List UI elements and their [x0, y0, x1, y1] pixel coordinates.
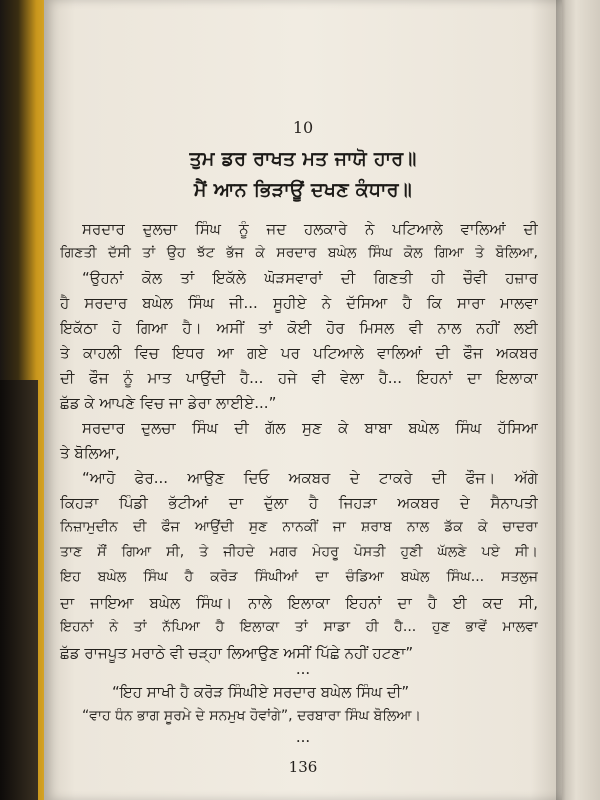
section-break-ellipsis: ...	[295, 660, 311, 678]
page-number: 136	[288, 758, 318, 776]
verse-line-2: ਮੈਂ ਆਨ ਭਿੜਾਊਂ ਦਖਣ ਕੰਧਾਰ॥	[194, 179, 412, 201]
paragraph-line: ਸਰਦਾਰ ਦੁਲਚਾ ਸਿੰਘ ਨੂੰ ਜਦ ਹਲਕਾਰੇ ਨੇ ਪਟਿਆਲੇ ਵਾਲਿਆਂ ਦੀ	[82, 220, 538, 238]
paragraph-line: ਇਹਨਾਂ ਨੇ ਤਾਂ ਨੱਪਿਆ ਹੈ ਇਲਾਕਾ ਤਾਂ ਸਾਡਾ ਹੀ ਹੈ... ਹੁਣ ਭਾਵੇਂ ਮਾਲਵਾ	[60, 619, 538, 635]
gutter-shadow	[556, 0, 566, 800]
chapter-number: 10	[292, 118, 314, 137]
paragraph-line: ਗਿਣਤੀ ਦੱਸੀ ਤਾਂ ਉਹ ਝੱਟ ਭੱਜ ਕੇ ਸਰਦਾਰ ਬਘੇਲ ਸਿੰਘ ਕੋਲ ਗਿਆ ਤੇ ਬੋਲਿਆ,	[60, 245, 538, 261]
paragraph-line: ਹੈ ਸਰਦਾਰ ਬਘੇਲ ਸਿੰਘ ਜੀ... ਸੂਹੀਏ ਨੇ ਦੱਸਿਆ ਹੈ ਕਿ ਸਾਰਾ ਮਾਲਵਾ	[60, 294, 538, 312]
paragraph-line: ਨਿਜ਼ਾਮੁਦੀਨ ਦੀ ਫੌਜ ਆਉਂਦੀ ਸੁਣ ਨਾਨਕੀਂ ਜਾ ਸ਼ਰਾਬ ਨਾਲ ਡੱਕ ਕੇ ਚਾਦਰਾ	[60, 519, 538, 535]
paragraph-line: ਇਕੱਠਾ ਹੋ ਗਿਆ ਹੈ। ਅਸੀਂ ਤਾਂ ਕੋਈ ਹੋਰ ਮਿਸਲ ਵੀ ਨਾਲ ਨਹੀਂ ਲਈ	[60, 319, 538, 337]
paragraph-line: ਕਿਹੜਾ ਪਿੰਡੀ ਭੱਟੀਆਂ ਦਾ ਦੁੱਲਾ ਹੈ ਜਿਹੜਾ ਅਕਬਰ ਦੇ ਸੈਨਾਪਤੀ	[60, 494, 538, 512]
paragraph-line: ਦਾ ਜਾਇਆ ਬਘੇਲ ਸਿੰਘ। ਨਾਲੇ ਇਲਾਕਾ ਇਹਨਾਂ ਦਾ ਹੈ ਈ ਕਦ ਸੀ,	[60, 594, 538, 612]
paragraph-line: ਤੇ ਕਾਹਲੀ ਵਿਚ ਇਧਰ ਆ ਗਏ ਪਰ ਪਟਿਆਲੇ ਵਾਲਿਆਂ ਦੀ ਫੌਜ ਅਕਬਰ	[60, 344, 538, 362]
paragraph-line: ਛੱਡ ਕੇ ਆਪਣੇ ਵਿਚ ਜਾ ਡੇਰਾ ਲਾਈਏ...”	[60, 394, 277, 412]
paragraph-line: “ਉਹਨਾਂ ਕੋਲ ਤਾਂ ਇਕੱਲੇ ਘੋੜਸਵਾਰਾਂ ਦੀ ਗਿਣਤੀ ਹੀ ਚੌਵੀ ਹਜ਼ਾਰ	[82, 269, 538, 287]
paragraph-line: “ਇਹ ਸਾਖੀ ਹੈ ਕਰੋੜ ਸਿੰਘੀਏ ਸਰਦਾਰ ਬਘੇਲ ਸਿੰਘ ਦੀ”	[112, 683, 410, 701]
section-break-ellipsis: ...	[295, 728, 311, 746]
paragraph-line: ਸਰਦਾਰ ਦੁਲਚਾ ਸਿੰਘ ਦੀ ਗੱਲ ਸੁਣ ਕੇ ਬਾਬਾ ਬਘੇਲ ਸਿੰਘ ਹੱਸਿਆ	[82, 419, 538, 437]
paragraph-line: ਇਹ ਬਘੇਲ ਸਿੰਘ ਹੈ ਕਰੋੜ ਸਿੰਘੀਆਂ ਦਾ ਚੰਡਿਆ ਬਘੇਲ ਸਿੰਘ... ਸਤਲੁਜ	[60, 569, 538, 585]
book-page	[44, 0, 562, 800]
verse-line-1: ਤੁਮ ਡਰ ਰਾਖਤ ਮਤ ਜਾਯੋ ਹਾਰ॥	[189, 148, 417, 170]
paragraph-line: ਦੀ ਫੌਜ ਨੂੰ ਮਾਤ ਪਾਉਂਦੀ ਹੈ... ਹਜੇ ਵੀ ਵੇਲਾ ਹੈ... ਇਹਨਾਂ ਦਾ ਇਲਾਕਾ	[60, 369, 538, 387]
book-spine-shadow	[0, 380, 38, 800]
paragraph-line: “ਆਹੋ ਫੇਰ... ਆਉਣ ਦਿਓ ਅਕਬਰ ਦੇ ਟਾਕਰੇ ਦੀ ਫੌਜ। ਅੱਗੇ	[82, 469, 538, 487]
paragraph-line: ਤੇ ਬੋਲਿਆ,	[60, 444, 120, 462]
paragraph-line: “ਵਾਹ ਧੰਨ ਭਾਗ ਸੂਰਮੇ ਦੇ ਸਨਮੁਖ ਹੋਵਾਂਗੇ”, ਦਰਬਾਰਾ ਸਿੰਘ ਬੋਲਿਆ।	[82, 708, 421, 724]
adjacent-page-edge	[560, 0, 600, 800]
paragraph-line: ਤਾਣ ਸੌਂ ਗਿਆ ਸੀ, ਤੇ ਜੀਹਦੇ ਮਗਰ ਮੇਹਰੂ ਪੋਸਤੀ ਹੁਣੀ ਘੱਲਣੇ ਪਏ ਸੀ।	[60, 544, 538, 560]
paragraph-line: ਛੱਡ ਰਾਜਪੂਤ ਮਰਾਠੇ ਵੀ ਚੜ੍ਹਾ ਲਿਆਉਣ ਅਸੀਂ ਪਿੱਛੇ ਨਹੀਂ ਹਟਣਾ”	[60, 644, 414, 662]
